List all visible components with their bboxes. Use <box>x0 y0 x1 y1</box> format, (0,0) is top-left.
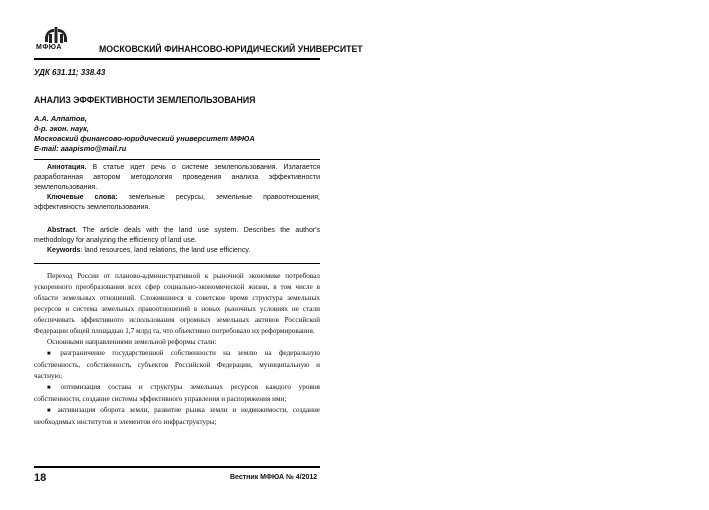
author-block <box>34 114 255 154</box>
article-body <box>34 271 320 428</box>
keywords-en-paragraph <box>34 246 320 256</box>
header-rule <box>34 58 320 60</box>
author-degree: д-р. экон. наук, <box>34 124 89 133</box>
bullet-text: активизация оборота земли, развитие рынка земли и недвижимости, создание необходимых институтов и элементов его инфраструктуры; <box>34 406 321 426</box>
abstract-ru-label: Аннотация. <box>47 164 87 171</box>
page-number: 18 <box>34 472 47 484</box>
footer-rule <box>34 466 320 468</box>
author-affiliation: Московский финансово-юридический университет МФЮА <box>34 134 255 143</box>
keywords-ru-label: Ключевые слова: <box>47 194 118 201</box>
bullet-text: разграничение государственной собственности на землю на федеральную собственность, собственность субъектов Российской Федерации, муниципальную и частную; <box>34 349 320 380</box>
bullet-item <box>34 348 320 382</box>
abstract-en <box>34 226 320 256</box>
university-logo-icon <box>34 26 78 58</box>
divider <box>34 159 320 160</box>
abstract-en-paragraph <box>34 226 320 246</box>
author-email: E-mail: aaapismo@mail.ru <box>34 144 127 153</box>
journal-issue: Вестник МФЮА № 4/2012 <box>230 474 318 481</box>
body-paragraph: Основными направлениями земельной реформы стали: <box>47 338 217 346</box>
keywords-en-label: Keywords <box>47 247 81 254</box>
abstract-ru <box>34 163 320 213</box>
keywords-ru-paragraph <box>34 193 320 213</box>
logo-text: МФЮА <box>36 44 62 51</box>
author-name: А.А. Алпатов, <box>34 114 87 123</box>
abstract-ru-text: В статье идет речь о системе землепользования. Излагается разработанная автором методология проведения анализа эффективности землепользования. <box>34 164 320 191</box>
bullet-item <box>34 382 320 405</box>
abstract-en-text: . The article deals with the land use system. Describes the author's methodology for analyzing the efficiency of land use. <box>34 227 320 244</box>
keywords-en-text: : land resources, land relations, the land use efficiency. <box>80 247 251 254</box>
body-paragraph: Переход России от планово-административной к рыночной экономике потребовал ускоренного преобразования всех сфер социально-экономической жизни, в том числе в области земельных отношений. Сложившиеся в советское время структура земельных ресурсов и система земельных правоотношений в новых рыночных условиях не стали обеспечивать эффективного использования огромных земельных активов Российской Федерации общей площадью 1,7 млрд га, что объективно потребовало их реформирования. <box>34 272 320 335</box>
abstract-ru-paragraph <box>34 163 320 193</box>
bullet-item <box>34 405 320 428</box>
divider <box>34 263 320 264</box>
abstract-en-label: Abstract <box>47 227 76 234</box>
university-name: МОСКОВСКИЙ ФИНАНСОВО-ЮРИДИЧЕСКИЙ УНИВЕРСИТЕТ <box>99 44 363 55</box>
article-title: АНАЛИЗ ЭФФЕКТИВНОСТИ ЗЕМЛЕПОЛЬЗОВАНИЯ <box>34 95 256 105</box>
keywords-ru-text: земельные ресурсы, земельные правоотношения, эффективность землепользования. <box>34 194 320 211</box>
udk-code: УДК 631.11; 338.43 <box>34 68 106 77</box>
bullet-text: оптимизация состава и структуры земельных ресурсов каждого уровня собственности, создание системы эффективного управления и распоряжения ими; <box>34 383 320 403</box>
